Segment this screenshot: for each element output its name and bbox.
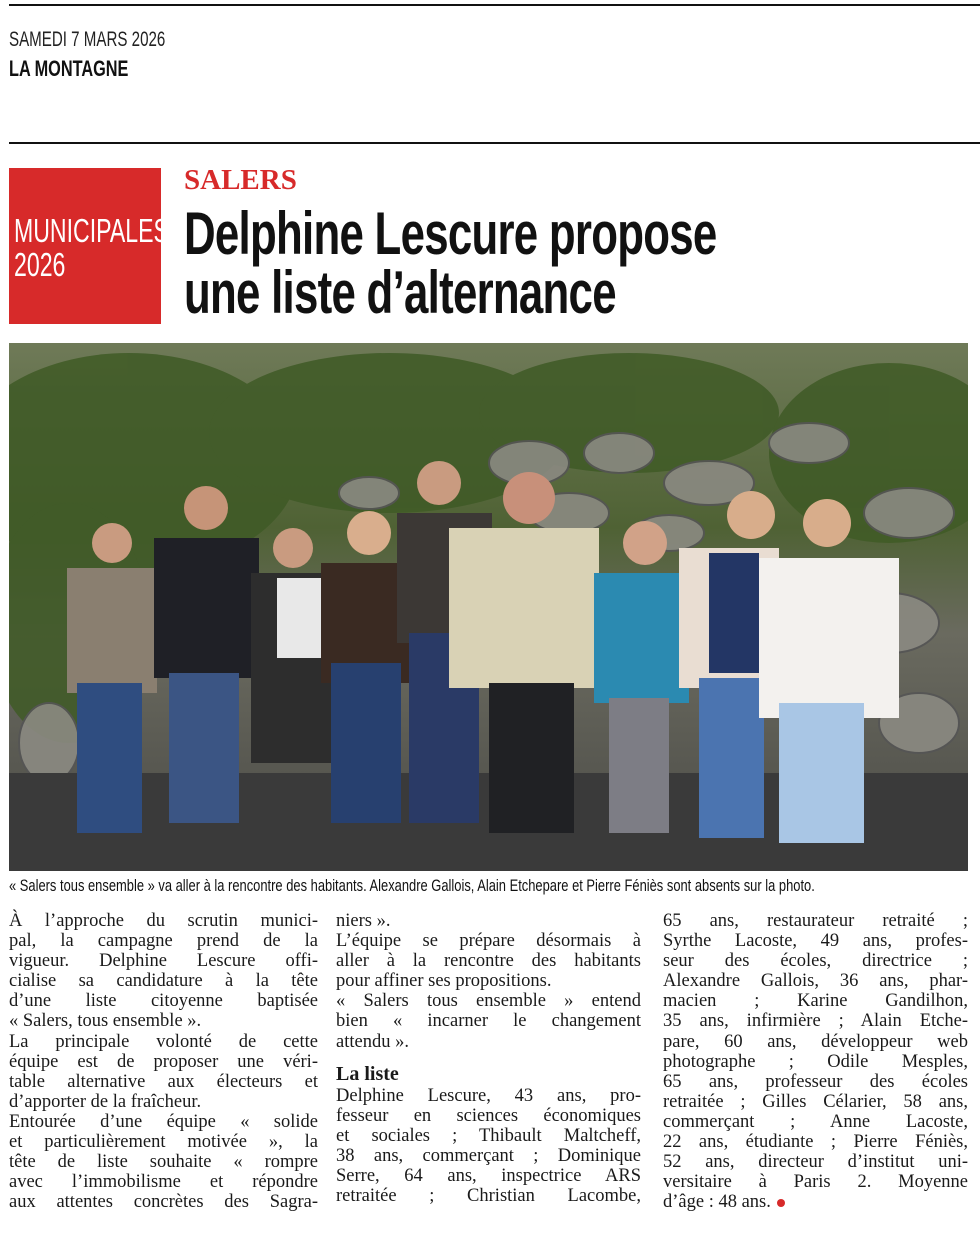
rubric-box	[9, 168, 169, 324]
text-line: table alternative aux électeurs et	[9, 1071, 318, 1092]
text-line: attendu ».	[336, 1031, 409, 1052]
text-line: commerçant ; Anne Lacoste,	[663, 1111, 968, 1132]
group-photo	[9, 343, 968, 871]
headline-line-2: une liste d’alternance	[184, 259, 616, 326]
publication-date: SAMEDI 7 MARS 2026	[9, 28, 166, 51]
text-line: Entourée d’une équipe « solide	[9, 1111, 318, 1132]
rubric-line-1: MUNICIPALES	[14, 212, 169, 249]
text-line: d’apporter de la fraîcheur.	[9, 1091, 202, 1112]
text-line: retraitée ; Christian Lacombe,	[336, 1186, 641, 1207]
text-line: aller à la rencontre des habitants	[336, 951, 641, 972]
text-line: seur des écoles, directrice ;	[663, 951, 968, 972]
text-line: « Salers, tous ensemble ».	[9, 1011, 202, 1032]
text-line: pare, 60 ans, développeur web	[663, 1031, 968, 1052]
text-line: 65 ans, professeur des écoles	[663, 1071, 968, 1092]
text-line: 52 ans, directeur d’institut uni-	[663, 1152, 968, 1173]
text-line: et sociales ; Thibault Maltcheff,	[336, 1125, 641, 1146]
text-line: 22 ans, étudiante ; Pierre Féniès,	[663, 1132, 968, 1153]
text-line: bien « incarner le changement	[336, 1011, 641, 1032]
subheading-la-liste: La liste	[336, 1062, 399, 1085]
text-line: versitaire à Paris 2. Moyenne	[663, 1172, 968, 1193]
text-line: d’âge : 48 ans.	[663, 1192, 968, 1212]
text-line: photographe ; Odile Mesples,	[663, 1051, 968, 1072]
rubric-line-2: 2026	[14, 246, 66, 283]
text-line: Syrthe Lacoste, 49 ans, profes-	[663, 931, 968, 952]
text-line: « Salers tous ensemble » entend	[336, 991, 641, 1012]
text-line: Alexandre Gallois, 36 ans, phar-	[663, 971, 968, 992]
text-line: aux attentes concrètes des Sagra-	[9, 1192, 318, 1213]
text-line: retraitée ; Gilles Célarier, 58 ans,	[663, 1091, 968, 1112]
text-line: L’équipe se prépare désormais à	[336, 931, 641, 952]
text-line: Delphine Lescure, 43 ans, pro-	[336, 1085, 641, 1106]
top-rule	[9, 4, 980, 6]
article-column-2	[336, 911, 641, 1206]
text-line: et particulièrement motivée », la	[9, 1132, 318, 1153]
photo-caption: « Salers tous ensemble » va aller à la rencontre des habitants. Alexandre Gallois, Alain Etchepare et Pierre Féniès sont absents sur la photo.	[9, 876, 815, 895]
text-line: équipe est de proposer une véri-	[9, 1051, 318, 1072]
text-line: 38 ans, commerçant ; Dominique	[336, 1145, 641, 1166]
newspaper-name: LA MONTAGNE	[9, 56, 129, 81]
text-line: macien ; Karine Gandilhon,	[663, 991, 968, 1012]
text-line: d’une liste citoyenne baptisée	[9, 991, 318, 1012]
headline-line-1: Delphine Lescure propose	[184, 200, 717, 267]
kicker-location: SALERS	[184, 164, 297, 196]
text-line: 35 ans, infirmière ; Alain Etche-	[663, 1011, 968, 1032]
text-line: 65 ans, restaurateur retraité ;	[663, 911, 968, 931]
rubric-label	[14, 214, 169, 282]
text-line: fesseur en sciences économiques	[336, 1105, 641, 1126]
text-line: vigueur. Delphine Lescure offi-	[9, 951, 318, 972]
text-line: À l’approche du scrutin munici-	[9, 911, 318, 931]
text-line: pal, la campagne prend de la	[9, 931, 318, 952]
text-line: pour affiner ses propositions.	[336, 971, 552, 992]
end-mark-icon	[777, 1199, 785, 1207]
article-column-1	[9, 911, 318, 1212]
text-line: tête de liste souhaite « rompre	[9, 1152, 318, 1173]
text-line: Serre, 64 ans, inspectrice ARS	[336, 1166, 641, 1187]
text-line: avec l’immobilisme et répondre	[9, 1172, 318, 1193]
column-2-text	[336, 911, 641, 1052]
text-line: La principale volonté de cette	[9, 1031, 318, 1052]
header-rule	[9, 142, 980, 144]
text-line: niers ».	[336, 911, 391, 931]
text-line: cialise sa candidature à la tête	[9, 971, 318, 992]
article-column-3	[663, 911, 968, 1212]
candidate-list-start	[336, 1086, 641, 1207]
